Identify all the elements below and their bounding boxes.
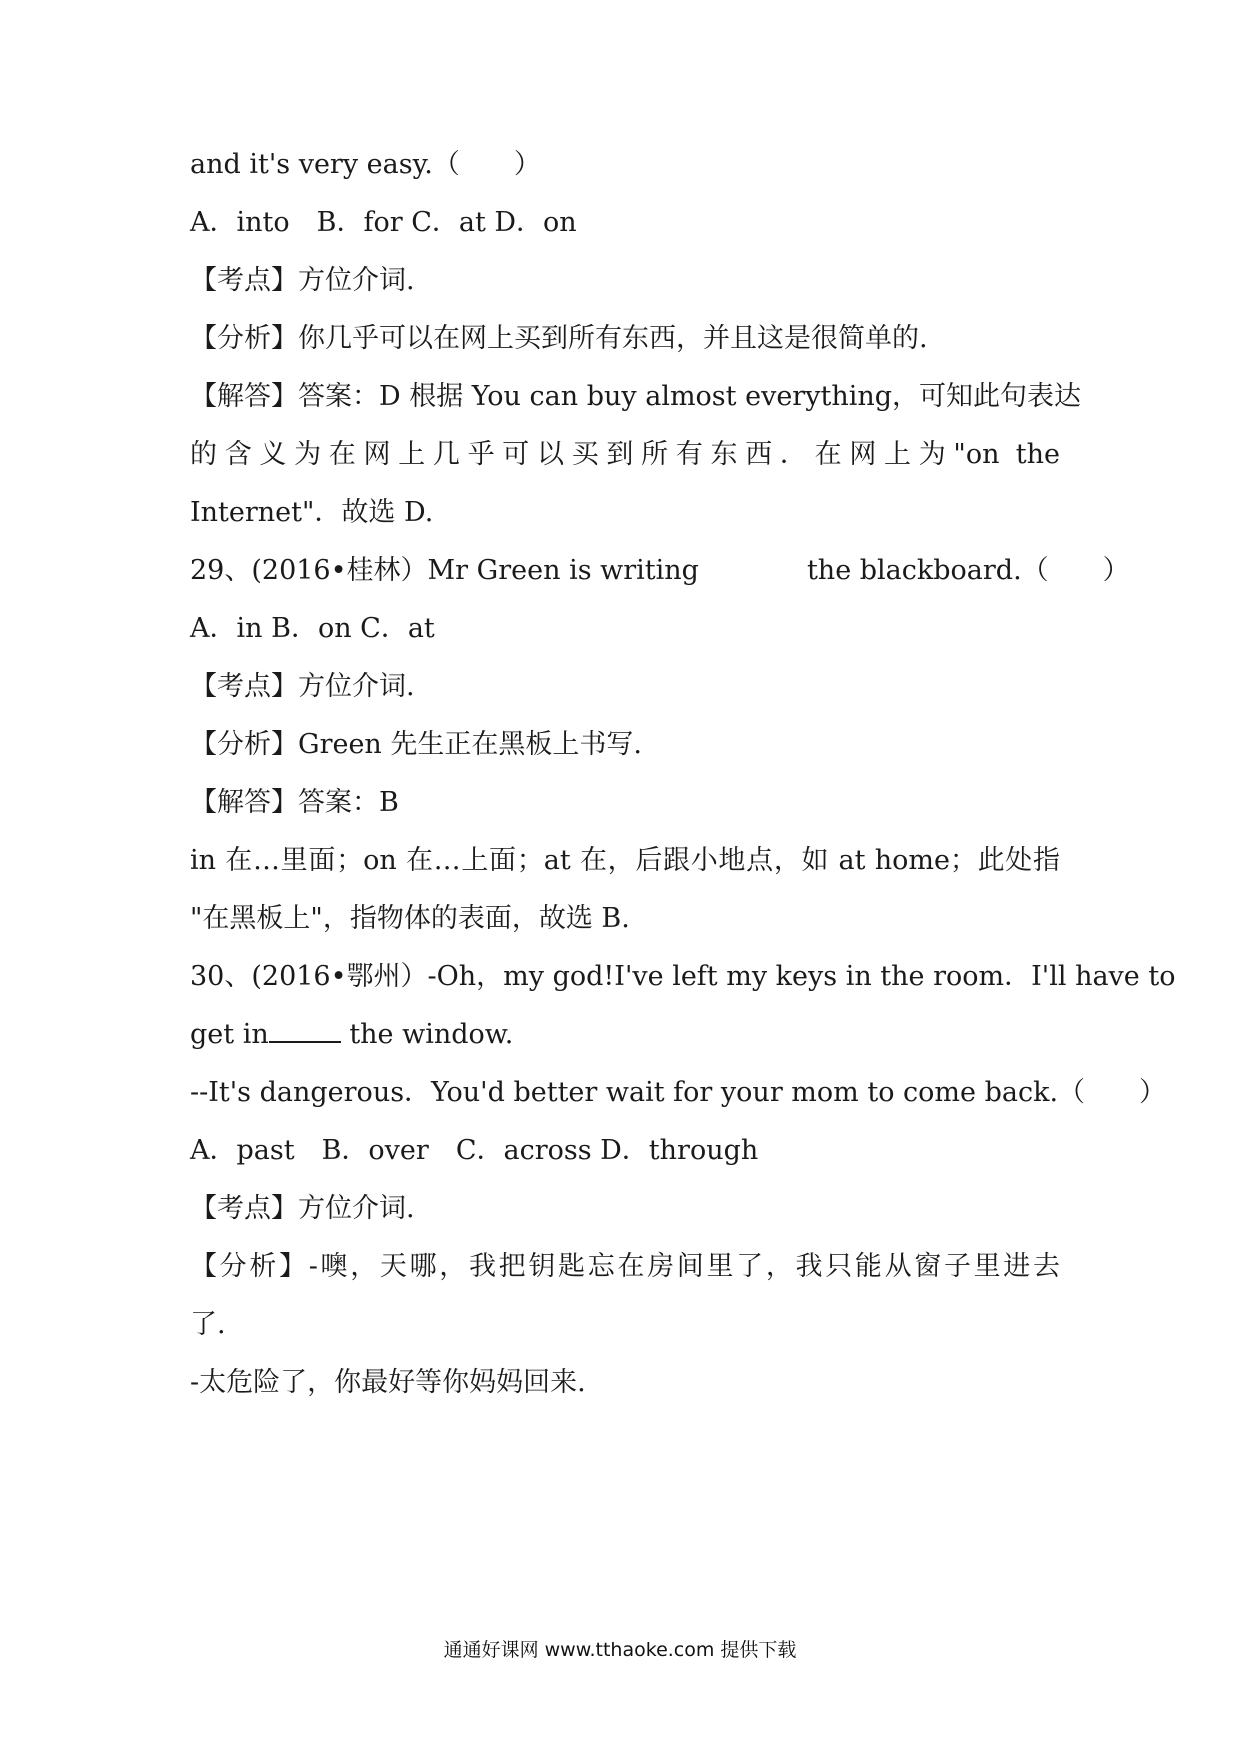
answer-blank — [269, 1017, 341, 1043]
fenxi-line: 【分析】-噢，天哪，我把钥匙忘在房间里了，我只能从窗子里进去 — [190, 1251, 1060, 1282]
question-30-line3: --It's dangerous．You'd better wait for your mom to come back.（ ） — [190, 1077, 1167, 1108]
jieda-line: 【解答】答案：B — [190, 787, 399, 818]
options-line: A．into B．for C．at D．on — [190, 207, 577, 238]
page-footer: 通通好课网 www.tthaoke.com 提供下载 — [443, 1639, 797, 1661]
kaodian-line: 【考点】方位介词. — [190, 671, 415, 702]
jieda-line: 的含义为在网上几乎可以买到所有东西．在网上为"on the — [190, 439, 1060, 470]
question-29: 29、(2016•桂林）Mr Green is writing the blackboard.（ ） — [190, 555, 1130, 586]
question-30-after-blank: the window. — [340, 1019, 514, 1050]
fenxi-line: 【分析】Green 先生正在黑板上书写. — [190, 729, 642, 760]
question-30-line2 — [190, 1017, 513, 1053]
question-30-before-blank: get in — [190, 1019, 269, 1050]
question-30: 30、(2016•鄂州）-Oh，my god!I've left my keys in the room．I'll have to — [190, 961, 1176, 992]
fenxi-line: -太危险了，你最好等你妈妈回来. — [190, 1367, 586, 1398]
fenxi-line: 【分析】你几乎可以在网上买到所有东西，并且这是很简单的. — [190, 323, 928, 354]
jieda-line: 【解答】答案：D 根据 You can buy almost everything，可知此句表达 — [190, 381, 1082, 412]
options-line: A．in B．on C．at — [190, 613, 435, 644]
explanation-line: in 在…里面；on 在…上面；at 在，后跟小地点，如 at home；此处指 — [190, 845, 1060, 876]
explanation-line: "在黑板上"，指物体的表面，故选 B. — [190, 903, 630, 934]
text-line: and it's very easy.（ ） — [190, 149, 541, 180]
jieda-line: Internet"．故选 D. — [190, 497, 434, 528]
kaodian-line: 【考点】方位介词. — [190, 1193, 415, 1224]
options-line: A．past B．over C．across D．through — [190, 1135, 759, 1166]
kaodian-line: 【考点】方位介词. — [190, 265, 415, 296]
fenxi-line: 了. — [190, 1309, 226, 1340]
